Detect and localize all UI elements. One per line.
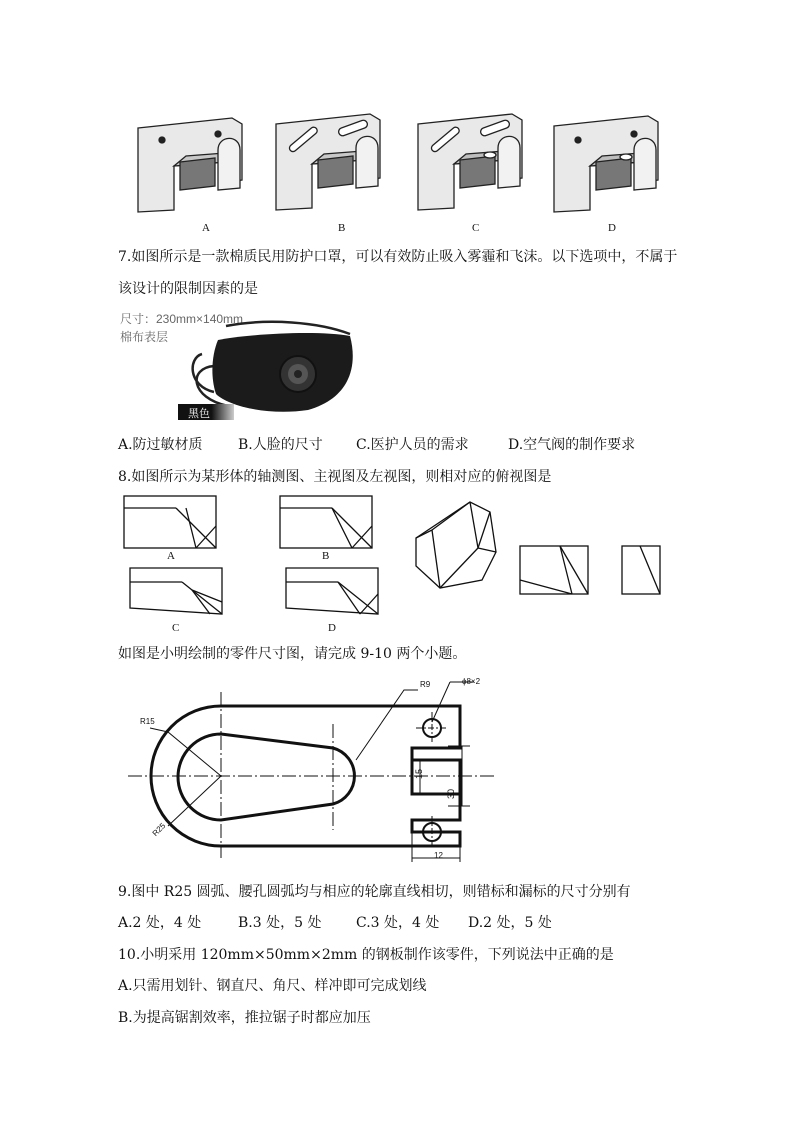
q9-option-c: C.3 处，4 处 [356, 915, 440, 931]
q7-stem-line1: 7.如图所示是一款棉质民用防护口罩，可以有效防止吸入雾霾和飞沫。以下选项中，不属于 [118, 249, 678, 265]
intro-9-10: 如图是小明绘制的零件尺寸图，请完成 9-10 两个小题。 [118, 646, 467, 662]
q6-label-d: D [608, 222, 616, 234]
q6-label-c: C [472, 222, 480, 234]
mask-size-text: 尺寸：230mm×140mm [120, 312, 244, 326]
q8-label-c: C [172, 622, 180, 634]
q9-option-b: B.3 处，5 处 [238, 915, 322, 931]
q7-option-d: D.空气阀的制作要求 [508, 437, 636, 453]
dim-r25: R25 [150, 821, 168, 839]
q7-stem-line2: 该设计的限制因素的是 [118, 281, 258, 297]
q9-option-d: D.2 处，5 处 [468, 915, 552, 931]
dim-hole-diameter: ϕ8×2 [462, 677, 481, 686]
q8-label-b: B [322, 550, 330, 562]
q6-label-b: B [338, 222, 346, 234]
q8-view-figures [0, 490, 794, 630]
q7-option-a: A.防过敏材质 [118, 437, 203, 453]
q9-option-a: A.2 处，4 处 [118, 915, 202, 931]
q10-option-b: B.为提高锯割效率，推拉锯子时都应加压 [118, 1010, 371, 1026]
q6-label-a: A [202, 222, 210, 234]
q8-label-a: A [167, 550, 175, 562]
q7-option-b: B.人脸的尺寸 [238, 437, 323, 453]
face-mask-illustration [118, 306, 358, 424]
dim-30: 30 [446, 788, 457, 800]
q8-stem: 8.如图所示为某形体的轴测图、主视图及左视图，则相对应的俯视图是 [118, 469, 552, 485]
mask-product-image [118, 306, 358, 424]
q8-label-d: D [328, 622, 336, 634]
mask-material-text: 棉布表层 [120, 330, 169, 344]
mask-color-badge [178, 404, 234, 420]
dim-r9: R9 [420, 680, 431, 689]
dim-12: 12 [434, 851, 443, 860]
bracket-figure-a [0, 0, 794, 230]
dim-r15: R15 [140, 717, 155, 726]
q7-option-c: C.医护人员的需求 [356, 437, 469, 453]
mask-color-text: 黑色 [188, 408, 210, 420]
dim-15: 15 [414, 768, 425, 780]
q10-option-a: A.只需用划针、钢直尺、角尺、样冲即可完成划线 [118, 978, 427, 994]
part-dimension-drawing [0, 670, 794, 870]
q10-stem: 10.小明采用 120mm×50mm×2mm 的钢板制作该零件，下列说法中正确的是 [118, 947, 614, 963]
q9-stem: 9.图中 R25 圆弧、腰孔圆弧均与相应的轮廓直线相切，则错标和漏标的尺寸分别有 [118, 884, 631, 900]
